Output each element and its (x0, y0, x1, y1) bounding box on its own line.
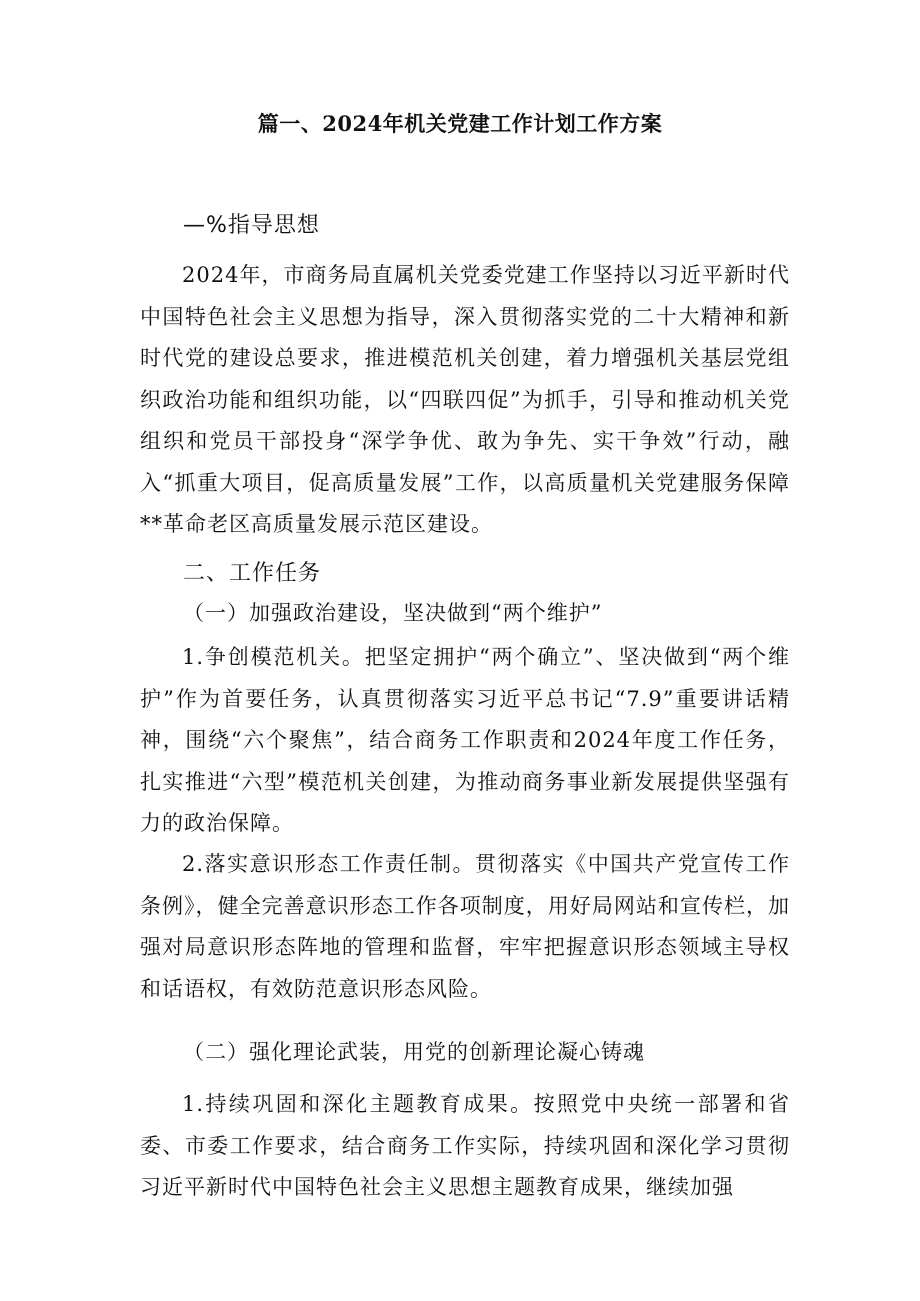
section-heading-guiding-ideology: —%指导思想 (183, 213, 320, 238)
document-title: 篇一、2024年机关党建工作计划工作方案 (257, 111, 663, 136)
paragraph-guiding-ideology: 2024年，市商务局直属机关党委党建工作坚持以习近平新时代中国特色社会主义思想为指导，深入贯彻落实党的二十大精神和新时代党的建设总要求，推进模范机关创建，着力增强机关基层党组织政治功能和组织功能，以“四联四促”为抓手，引导和推动机关党组织和党员干部投身“深学争优、敢为争先、实干争效”行动，融入“抓重大项目，促高质量发展”工作，以高质量机关党建服务保障**革命老区高质量发展示范区建设。 (140, 263, 790, 536)
subsection-heading-theory-armament: （二）强化理论武装，用党的创新理论凝心铸魂 (183, 1040, 645, 1064)
paragraph-model-organ: 1.争创模范机关。把坚定拥护“两个确立”、坚决做到“两个维护”作为首要任务，认真贯彻落实习近平总书记“7.9”重要讲话精神，围绕“六个聚焦”，结合商务工作职责和2024年度工作任务，扎实推进“六型”模范机关创建，为推动商务事业新发展提供坚强有力的政治保障。 (140, 645, 790, 835)
paragraph-theme-education: 1.持续巩固和深化主题教育成果。按照党中央统一部署和省委、市委工作要求，结合商务工作实际，持续巩固和深化学习贯彻习近平新时代中国特色社会主义思想主题教育成果，继续加强 (140, 1092, 790, 1199)
paragraph-ideology-responsibility: 2.落实意识形态工作责任制。贯彻落实《中国共产党宣传工作条例》，健全完善意识形态工作各项制度，用好局网站和宣传栏，加强对局意识形态阵地的管理和监督，牢牢把握意识形态领域主导权和话语权，有效防范意识形态风险。 (140, 852, 790, 1001)
subsection-heading-political-building: （一）加强政治建设，坚决做到“两个维护” (183, 601, 603, 625)
section-heading-work-tasks: 二、工作任务 (183, 561, 322, 586)
